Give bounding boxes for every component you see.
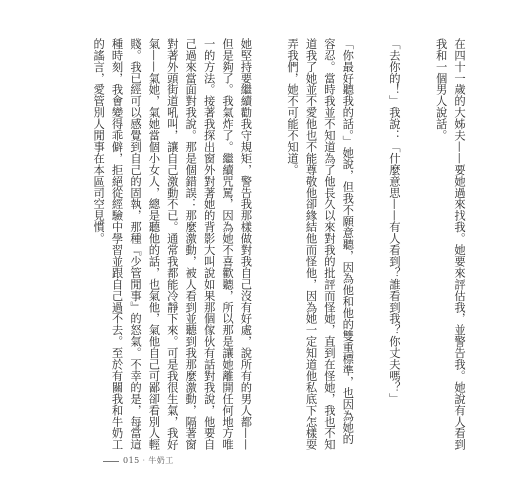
paragraph-3: 「你最好聽我的話。」她說，但我不願意聽，因為他和他的雙重標準，也因為她的容忍。當時我並不知道為了他長久以來對我的批評而怪她，直到在怪她，我也不知道我了她並不愛他也不能尊敬他卻緣結他而怪他，因為她一定知道他私底下怎樣耍弄我們，她不可能不知道。 — [286, 38, 355, 451]
page-footer — [103, 455, 174, 466]
paragraph-4: 她堅持要繼續勸我守規矩，警告我那樣做對我自己沒有好處，說所有的男人都——但是夠了。我氣炸了。繼續咒罵，因為她不喜歡聽，所以那是讓她離開任何地方唯一的方法。接著我探出窗外對著她的背影大叫說如果那個傢伙有話對我說，他要自己過來當面對我說。那是個錯誤：那麼激動，被人看到並聽到我那麼激動，隔著窗對著外頭街道吼叫，讓自己激動不已。通常我都能冷靜下來。可是我很生氣，我好氣——氣她，氣她當個小女人，總是聽他的話，也氣他，氣他自己可鄙卻看別人輕賤。我已經可以感覺到自己的固執，那種『少管閒事』的怒氣。不幸的是，每當這種時刻，我會變得乖僻，拒絕從經驗中學習並跟自己過不去。至於有關我和牛奶工的謠言，愛管別人閒事在本區司空見慣。 — [92, 38, 253, 451]
paragraph-1: 在四十一歲的大姊夫——要她過來找我。她要來評估我，並警告我。她說有人看到我和一個男人說話。 — [434, 38, 466, 451]
footer-rule — [103, 461, 119, 462]
page-number: 015 — [123, 456, 140, 465]
paragraph-2: 「去你的！」我說：「什麼意思——有人看到？誰看到我？你丈夫嗎？」 — [387, 38, 401, 405]
body-text — [89, 38, 468, 452]
running-title: 牛奶工 — [148, 456, 174, 465]
folio-separator: ‧ — [139, 456, 149, 465]
